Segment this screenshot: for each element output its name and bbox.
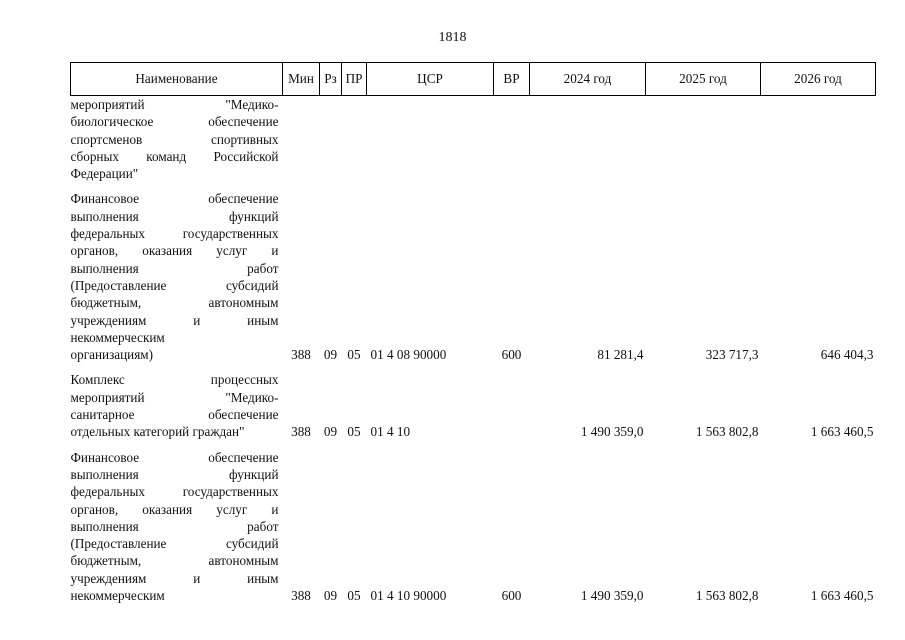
header-2025: 2025 год <box>646 63 761 96</box>
table-row <box>71 96 876 183</box>
header-csr: ЦСР <box>367 63 494 96</box>
cell-2025: 1 563 802,8 <box>695 588 759 604</box>
cell-2026: 646 404,3 <box>820 347 874 363</box>
row-spacer-cell <box>71 441 876 449</box>
name-line: выполнения функций <box>70 208 279 224</box>
name-line: учреждениям и иным <box>70 312 279 328</box>
cell-2024 <box>530 96 646 183</box>
name-line: Финансовое обеспечение <box>70 191 279 207</box>
name-line: отдельных категорий граждан" <box>70 424 245 440</box>
cell-2026: 1 663 460,5 <box>810 424 874 440</box>
header-name: Наименование <box>71 63 283 96</box>
budget-table <box>70 62 876 604</box>
cell-2025: 323 717,3 <box>705 347 759 363</box>
cell-min: 388 <box>291 588 311 604</box>
cell-rz: 09 <box>323 424 338 440</box>
table-row <box>71 449 876 605</box>
name-line: спортсменов спортивных <box>70 131 279 147</box>
cell-2024: 1 490 359,0 <box>580 424 644 440</box>
name-line: органов, оказания услуг и <box>70 243 279 259</box>
table-header-row <box>71 63 876 96</box>
name-line: некоммерческим <box>70 588 165 604</box>
name-line: Финансовое обеспечение <box>70 449 279 465</box>
name-line: организациям) <box>70 347 154 363</box>
cell-pr: 05 <box>347 588 361 604</box>
cell-vr <box>494 371 530 440</box>
page-number: 1818 <box>438 30 467 45</box>
cell-2024: 81 281,4 <box>597 347 644 363</box>
name-line: учреждениям и иным <box>70 570 279 586</box>
cell-pr <box>342 96 367 183</box>
header-2024: 2024 год <box>530 63 646 96</box>
name-line: Комплекс процессных <box>70 372 279 388</box>
cell-min: 388 <box>291 347 311 363</box>
name-line: сборных команд Российской <box>70 148 279 164</box>
name-line: некоммерческим <box>70 329 165 345</box>
cell-csr: 01 4 10 90000 <box>370 588 447 604</box>
name-line: (Предоставление субсидий <box>70 536 279 552</box>
name-line: бюджетным, автономным <box>70 295 279 311</box>
name-line: выполнения работ <box>70 518 279 534</box>
header-rz: Рз <box>320 63 342 96</box>
cell-rz <box>320 96 342 183</box>
row-spacer <box>71 182 876 190</box>
cell-2026: 1 663 460,5 <box>810 588 874 604</box>
name-line: бюджетным, автономным <box>70 553 279 569</box>
row-spacer-cell <box>71 363 876 371</box>
cell-vr <box>494 96 530 183</box>
name-line: мероприятий "Медико- <box>70 97 279 112</box>
cell-name <box>71 190 283 363</box>
header-2026: 2026 год <box>761 63 876 96</box>
name-line: биологическое обеспечение <box>70 114 279 130</box>
header-min: Мин <box>283 63 320 96</box>
cell-rz: 09 <box>323 347 338 363</box>
name-line: мероприятий "Медико- <box>70 389 279 405</box>
cell-rz: 09 <box>323 588 338 604</box>
cell-2025 <box>646 96 761 183</box>
header-vr: ВР <box>494 63 530 96</box>
cell-pr: 05 <box>347 347 361 363</box>
row-spacer-cell <box>71 182 876 190</box>
row-spacer <box>71 441 876 449</box>
cell-csr <box>367 96 494 183</box>
table-row <box>71 190 876 363</box>
cell-name <box>71 449 283 605</box>
row-spacer <box>71 363 876 371</box>
name-line: федеральных государственных <box>70 226 279 242</box>
cell-min: 388 <box>291 424 311 440</box>
cell-2026 <box>761 96 876 183</box>
name-line: Федерации" <box>70 166 139 182</box>
table-body <box>71 96 876 605</box>
cell-min <box>283 96 320 183</box>
name-line: федеральных государственных <box>70 484 279 500</box>
cell-name <box>71 371 283 440</box>
cell-csr: 01 4 08 90000 <box>370 347 447 363</box>
cell-vr: 600 <box>501 588 522 604</box>
table-row <box>71 371 876 440</box>
cell-name <box>71 96 283 183</box>
cell-csr: 01 4 10 <box>370 424 411 440</box>
name-line: (Предоставление субсидий <box>70 277 279 293</box>
name-line: выполнения функций <box>70 466 279 482</box>
cell-vr: 600 <box>501 347 522 363</box>
header-pr: ПР <box>342 63 367 96</box>
cell-2025: 1 563 802,8 <box>695 424 759 440</box>
name-line: санитарное обеспечение <box>70 407 279 423</box>
cell-2024: 1 490 359,0 <box>580 588 644 604</box>
cell-pr: 05 <box>347 424 361 440</box>
name-line: выполнения работ <box>70 260 279 276</box>
name-line: органов, оказания услуг и <box>70 501 279 517</box>
